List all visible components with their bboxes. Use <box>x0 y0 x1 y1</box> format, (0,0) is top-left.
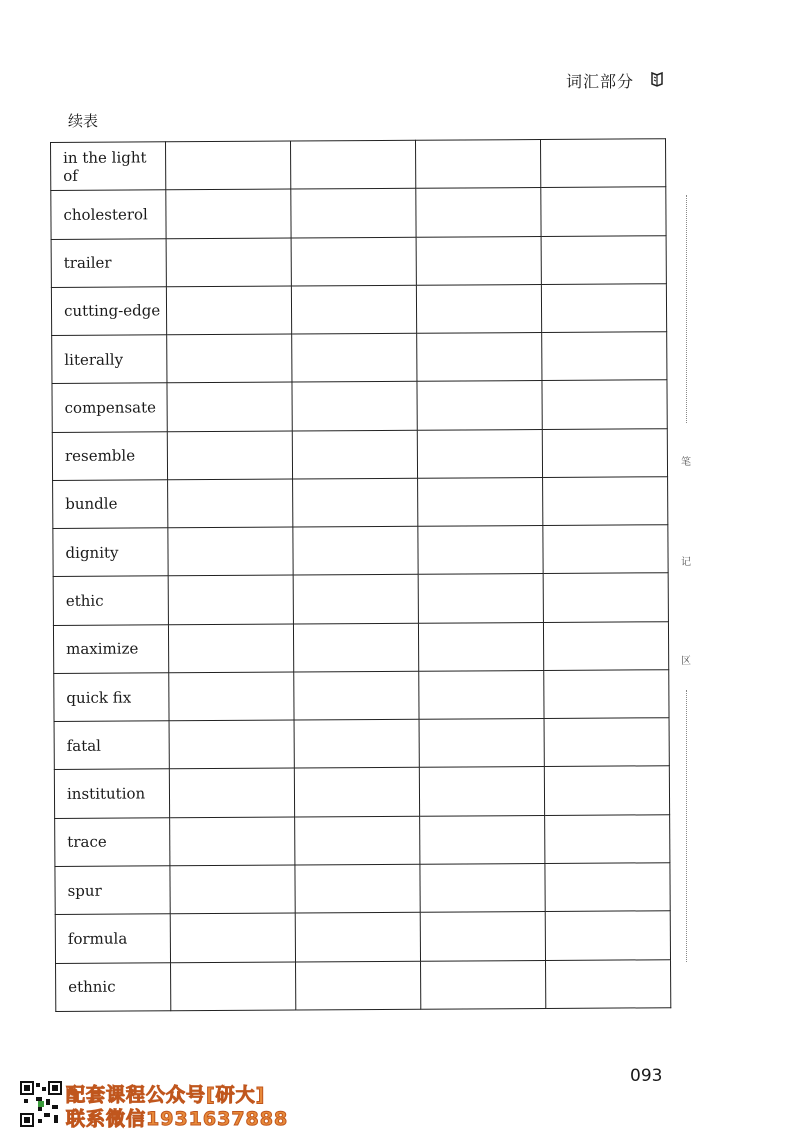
blank-cell <box>293 623 418 672</box>
vocab-word: institution <box>54 769 169 818</box>
blank-cell <box>169 672 294 721</box>
blank-cell <box>543 525 668 574</box>
blank-cell <box>541 187 666 236</box>
blank-cell <box>168 479 293 528</box>
blank-cell <box>418 574 543 623</box>
vocab-word: maximize <box>53 624 168 673</box>
notes-divider-bottom <box>686 690 687 962</box>
blank-cell <box>292 430 417 479</box>
blank-cell <box>541 284 666 333</box>
blank-cell <box>295 816 420 865</box>
blank-cell <box>295 913 420 962</box>
blank-cell <box>291 189 416 238</box>
blank-cell <box>418 526 543 575</box>
blank-cell <box>544 718 669 767</box>
vocab-word: fatal <box>54 721 169 770</box>
blank-cell <box>293 575 418 624</box>
blank-cell <box>166 238 291 287</box>
blank-cell <box>292 382 417 431</box>
blank-cell <box>544 766 669 815</box>
vocab-word: compensate <box>52 383 167 432</box>
blank-cell <box>542 428 667 477</box>
vocab-word: trailer <box>51 238 166 287</box>
table-row <box>53 525 668 577</box>
blank-cell <box>418 477 543 526</box>
blank-cell <box>171 962 296 1011</box>
blank-cell <box>296 961 421 1010</box>
vocab-word: trace <box>55 818 170 867</box>
vocab-word: cholesterol <box>51 190 166 239</box>
blank-cell <box>545 863 670 912</box>
blank-cell <box>292 333 417 382</box>
vocab-word: quick fix <box>54 673 169 722</box>
table-row <box>53 621 668 673</box>
table-row <box>52 332 667 384</box>
table-row <box>54 766 669 818</box>
book-icon <box>650 71 664 87</box>
vocab-word: bundle <box>53 480 168 529</box>
blank-cell <box>417 429 542 478</box>
blank-cell <box>419 719 544 768</box>
blank-cell <box>168 527 293 576</box>
blank-cell <box>420 815 545 864</box>
table-row <box>55 863 670 915</box>
blank-cell <box>295 864 420 913</box>
blank-cell <box>293 526 418 575</box>
blank-cell <box>419 670 544 719</box>
notes-label-1: 笔 <box>681 457 691 468</box>
blank-cell <box>542 332 667 381</box>
notes-label-3: 区 <box>681 656 691 667</box>
blank-cell <box>416 236 541 285</box>
notes-divider-top <box>686 195 687 423</box>
blank-cell <box>543 573 668 622</box>
blank-cell <box>294 719 419 768</box>
blank-cell <box>169 768 294 817</box>
blank-cell <box>540 139 665 188</box>
blank-cell <box>417 381 542 430</box>
table-row <box>51 235 666 287</box>
table-row <box>54 718 669 770</box>
notes-label-2: 记 <box>681 557 691 568</box>
qr-code-icon <box>20 1081 62 1127</box>
blank-cell <box>168 624 293 673</box>
table-row <box>51 284 666 336</box>
blank-cell <box>541 235 666 284</box>
vocabulary-table <box>50 138 671 1012</box>
vocab-word: spur <box>55 866 170 915</box>
blank-cell <box>418 622 543 671</box>
table-row <box>56 959 671 1011</box>
table-row <box>54 670 669 722</box>
blank-cell <box>167 334 292 383</box>
page-number: 093 <box>630 1066 663 1086</box>
blank-cell <box>170 913 295 962</box>
blank-cell <box>417 333 542 382</box>
table-row <box>55 911 670 963</box>
table-row <box>51 139 666 191</box>
blank-cell <box>166 286 291 335</box>
blank-cell <box>419 767 544 816</box>
blank-cell <box>543 477 668 526</box>
vocab-word: resemble <box>52 431 167 480</box>
blank-cell <box>167 382 292 431</box>
blank-cell <box>170 865 295 914</box>
table-row <box>53 477 668 529</box>
blank-cell <box>291 237 416 286</box>
blank-cell <box>546 959 671 1008</box>
vocab-word: formula <box>55 914 170 963</box>
blank-cell <box>415 140 540 189</box>
blank-cell <box>543 621 668 670</box>
blank-cell <box>420 912 545 961</box>
table-row <box>52 380 667 432</box>
blank-cell <box>294 768 419 817</box>
table-row <box>51 187 666 239</box>
blank-cell <box>416 188 541 237</box>
table-row <box>55 814 670 866</box>
blank-cell <box>168 575 293 624</box>
watermark-line-2: 联系微信1931637888 <box>66 1108 289 1130</box>
table-row <box>53 573 668 625</box>
blank-cell <box>544 670 669 719</box>
blank-cell <box>294 671 419 720</box>
blank-cell <box>170 817 295 866</box>
blank-cell <box>169 720 294 769</box>
blank-cell <box>545 911 670 960</box>
vocab-word: cutting-edge <box>51 287 166 336</box>
vocab-word: in the light of <box>51 142 166 191</box>
vocab-word: ethnic <box>56 962 171 1011</box>
blank-cell <box>545 814 670 863</box>
blank-cell <box>290 140 415 189</box>
blank-cell <box>167 431 292 480</box>
vocab-word: dignity <box>53 528 168 577</box>
blank-cell <box>421 960 546 1009</box>
vocab-word: ethic <box>53 576 168 625</box>
blank-cell <box>293 478 418 527</box>
table-caption: 续表 <box>68 112 99 130</box>
blank-cell <box>291 285 416 334</box>
blank-cell <box>166 189 291 238</box>
section-title: 词汇部分 <box>566 72 635 91</box>
blank-cell <box>416 284 541 333</box>
blank-cell <box>166 141 291 190</box>
vocab-word: literally <box>52 335 167 384</box>
table-row <box>52 428 667 480</box>
blank-cell <box>420 863 545 912</box>
blank-cell <box>542 380 667 429</box>
watermark-line-1: 配套课程公众号[研大] <box>66 1084 266 1106</box>
